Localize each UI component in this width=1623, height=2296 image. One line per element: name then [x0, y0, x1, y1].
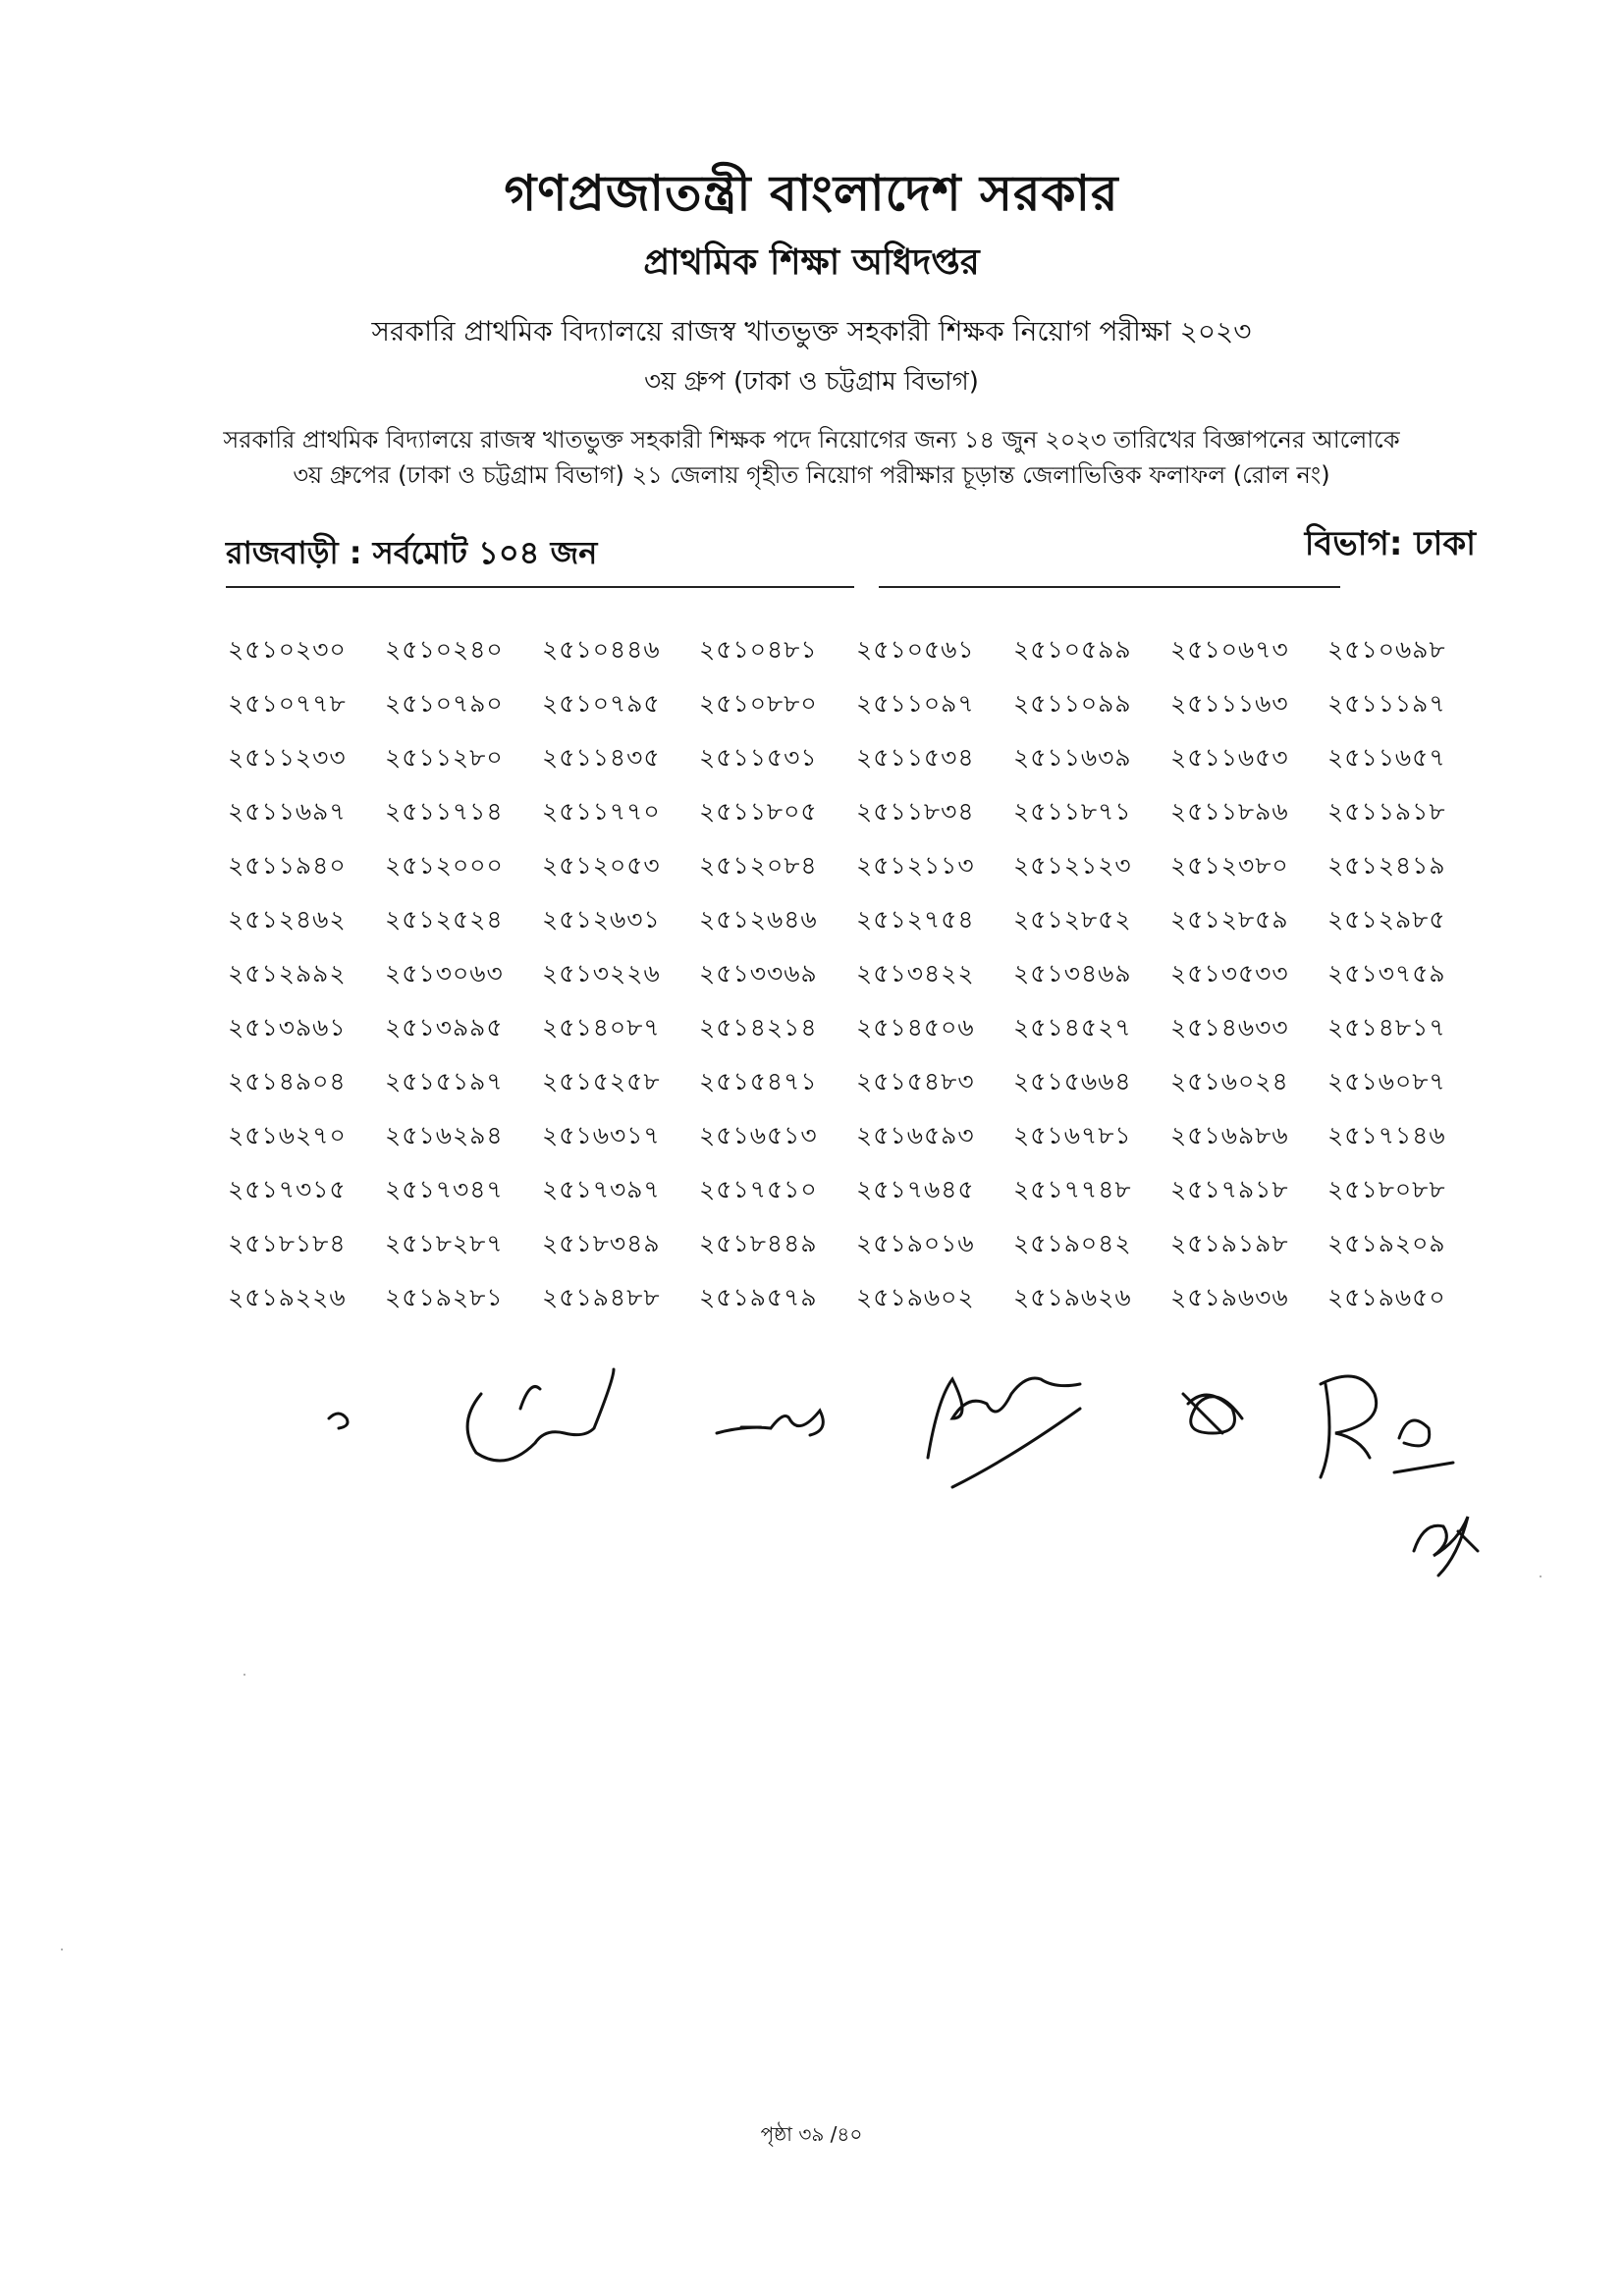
roll-number: ২৫১১২৩৩: [228, 743, 347, 772]
roll-number: ২৫১৮২৮৭: [385, 1229, 504, 1257]
roll-number: ২৫১৭১৪৬: [1327, 1121, 1446, 1149]
roll-number: ২৫১৯২৮১: [385, 1283, 504, 1311]
roll-number: ২৫১০৬৭৩: [1170, 635, 1289, 664]
roll-number: ২৫১৩৪২২: [856, 959, 975, 988]
roll-number: ২৫১৯৬২৬: [1013, 1283, 1132, 1311]
roll-number: ২৫১৪৬৩৩: [1170, 1013, 1289, 1041]
roll-number: ২৫১০৭৯৫: [542, 689, 661, 718]
roll-number: ২৫১৪০৮৭: [542, 1013, 661, 1041]
roll-number: ২৫১৯০৪২: [1013, 1229, 1132, 1257]
roll-row: [228, 1110, 1504, 1164]
roll-number: ২৫১১৬৩৯: [1013, 743, 1132, 772]
roll-number: ২৫১০২৩০: [228, 635, 347, 664]
roll-number: ২৫১০৬৯৮: [1327, 635, 1446, 664]
roll-number: ২৫১১৮৩৪: [856, 797, 975, 826]
roll-number: ২৫১৯২২৬: [228, 1283, 347, 1311]
roll-number: ২৫১২৩৮০: [1170, 851, 1289, 880]
roll-number: ২৫১৯২০৯: [1327, 1229, 1446, 1257]
divider-line-left: [226, 586, 854, 588]
roll-number: ২৫১২০০০: [385, 851, 504, 880]
roll-number: ২৫১৮৪৪৯: [699, 1229, 818, 1257]
roll-number: ২৫১১৭১৪: [385, 797, 504, 826]
roll-number: ২৫১১৮৭১: [1013, 797, 1132, 826]
roll-number: ২৫১৪৮১৭: [1327, 1013, 1446, 1041]
signature-6: [1321, 1376, 1453, 1477]
roll-number: ২৫১২৪১৯: [1327, 851, 1446, 880]
roll-number: ২৫১৫৬৬৪: [1013, 1067, 1132, 1095]
roll-number: ২৫১৬৭৮১: [1013, 1121, 1132, 1149]
roll-number: ২৫১৯৬০২: [856, 1283, 975, 1311]
roll-number: ২৫১১৫৩৪: [856, 743, 975, 772]
result-description: [0, 422, 1623, 493]
roll-number: ২৫১০৭৯০: [385, 689, 504, 718]
roll-number: ২৫১৬৩১৭: [542, 1121, 661, 1149]
scan-speck: [1540, 1575, 1542, 1577]
roll-number: ২৫১৭৯১৮: [1170, 1175, 1289, 1203]
roll-number: ২৫১০৪৮১: [699, 635, 818, 664]
description-line-1: সরকারি প্রাথমিক বিদ্যালয়ে রাজস্ব খাতভুক্ত সহকারী শিক্ষক পদে নিয়োগের জন্য ১৪ জুন ২০২৩ তারিখের বিজ্ঞাপনের আলোকে: [223, 426, 1400, 454]
roll-number: ২৫১২১১৩: [856, 851, 975, 880]
divider-line-right: [879, 586, 1340, 588]
roll-row: [228, 840, 1504, 894]
roll-number: ২৫১১৬৯৭: [228, 797, 347, 826]
roll-number: ২৫১২০৮৪: [699, 851, 818, 880]
roll-number: ২৫১৩২২৬: [542, 959, 661, 988]
roll-number: ২৫১২৬৪৬: [699, 905, 818, 934]
roll-number: ২৫১৭৭৪৮: [1013, 1175, 1132, 1203]
roll-number: ২৫১৮১৮৪: [228, 1229, 347, 1257]
roll-number: ২৫১৪৯০৪: [228, 1067, 347, 1095]
roll-number: ২৫১৯৫৭৯: [699, 1283, 818, 1311]
roll-number: ২৫১৯৪৮৮: [542, 1283, 661, 1311]
roll-number: ২৫১১৬৫৭: [1327, 743, 1446, 772]
roll-number: ২৫১০৫৬১: [856, 635, 975, 664]
roll-number: ২৫১৩৪৬৯: [1013, 959, 1132, 988]
roll-number: ২৫১৩৫৩৩: [1170, 959, 1289, 988]
roll-number: ২৫১১৯৪০: [228, 851, 347, 880]
roll-number: ২৫১৭৩৪৭: [385, 1175, 504, 1203]
signature-3: [717, 1411, 823, 1435]
roll-number: ২৫১৭৬৪৫: [856, 1175, 975, 1203]
district-total: রাজবাড়ী : সর্বমোট ১০৪ জন: [226, 534, 598, 571]
roll-number: ২৫১১০৯৯: [1013, 689, 1132, 718]
roll-number: ২৫১৩৯৯৫: [385, 1013, 504, 1041]
roll-number: ২৫১২১২৩: [1013, 851, 1132, 880]
roll-number: ২৫১৯০১৬: [856, 1229, 975, 1257]
roll-number: ২৫১২৯৮৫: [1327, 905, 1446, 934]
roll-row: [228, 1272, 1504, 1326]
roll-number: ২৫১৬২৭০: [228, 1121, 347, 1149]
roll-number: ২৫১৩৭৫৯: [1327, 959, 1446, 988]
roll-number: ২৫১০৪৪৬: [542, 635, 661, 664]
roll-number: ২৫১৮০৮৮: [1327, 1175, 1446, 1203]
signature-4: [928, 1378, 1080, 1487]
roll-number: ২৫১৮৩৪৯: [542, 1229, 661, 1257]
roll-number: ২৫১৭৩১৫: [228, 1175, 347, 1203]
roll-number: ২৫১২৮৫২: [1013, 905, 1132, 934]
signature-7: [1414, 1517, 1478, 1575]
roll-number-grid: [228, 624, 1504, 1326]
roll-number: ২৫১৪৫০৬: [856, 1013, 975, 1041]
roll-number: ২৫১০৭৭৮: [228, 689, 347, 718]
roll-number: ২৫১৪২১৪: [699, 1013, 818, 1041]
roll-number: ২৫১১৮০৫: [699, 797, 818, 826]
roll-number: ২৫১১৯১৮: [1327, 797, 1446, 826]
roll-number: ২৫১৬২৯৪: [385, 1121, 504, 1149]
roll-number: ২৫১১২৮০: [385, 743, 504, 772]
government-title: গণপ্রজাতন্ত্রী বাংলাদেশ সরকার: [504, 165, 1119, 222]
roll-number: ২৫১৬৫৯৩: [856, 1121, 975, 1149]
roll-number: ২৫১৩৯৬১: [228, 1013, 347, 1041]
description-line-2: ৩য় গ্রুপের (ঢাকা ও চট্টগ্রাম বিভাগ) ২১ জেলায় গৃহীত নিয়োগ পরীক্ষার চূড়ান্ত জেলাভিত্তিক ফলাফল (রোল নং): [293, 461, 1330, 489]
roll-number: ২৫১০৮৮০: [699, 689, 818, 718]
roll-row: [228, 1002, 1504, 1056]
roll-number: ২৫১৫৪৭১: [699, 1067, 818, 1095]
roll-number: ২৫১৬০৮৭: [1327, 1067, 1446, 1095]
directorate-title: প্রাথমিক শিক্ষা অধিদপ্তর: [643, 242, 980, 283]
roll-number: ২৫১২৫২৪: [385, 905, 504, 934]
roll-number: ২৫১০৫৯৯: [1013, 635, 1132, 664]
roll-number: ২৫১২৬৩১: [542, 905, 661, 934]
roll-number: ২৫১৫৪৮৩: [856, 1067, 975, 1095]
roll-row: [228, 732, 1504, 786]
page-number: পৃষ্ঠা ৩৯ /৪০: [760, 2122, 863, 2146]
group-title: ৩য় গ্রুপ (ঢাকা ও চট্টগ্রাম বিভাগ): [644, 367, 979, 397]
roll-number: ২৫১৩৩৬৯: [699, 959, 818, 988]
roll-row: [228, 1218, 1504, 1272]
roll-number: ২৫১১১৯৭: [1327, 689, 1446, 718]
scan-speck: [243, 1674, 245, 1676]
roll-number: ২৫১৬৫১৩: [699, 1121, 818, 1149]
roll-row: [228, 786, 1504, 840]
roll-row: [228, 948, 1504, 1002]
roll-number: ২৫১১৮৯৬: [1170, 797, 1289, 826]
roll-number: ২৫১২৭৫৪: [856, 905, 975, 934]
signature-area: [0, 1345, 1623, 1639]
roll-number: ২৫১০২৪০: [385, 635, 504, 664]
roll-number: ২৫১২৪৬২: [228, 905, 347, 934]
roll-number: ২৫১১৫৩১: [699, 743, 818, 772]
roll-number: ২৫১১৪৩৫: [542, 743, 661, 772]
roll-number: ২৫১৯৬৫০: [1327, 1283, 1446, 1311]
signature-5: [1183, 1394, 1242, 1433]
roll-row: [228, 678, 1504, 732]
signature-1: [329, 1414, 348, 1428]
roll-row: [228, 1164, 1504, 1218]
roll-number: ২৫১৬০২৪: [1170, 1067, 1289, 1095]
roll-number: ২৫১২৮৫৯: [1170, 905, 1289, 934]
roll-number: ২৫১৫১৯৭: [385, 1067, 504, 1095]
roll-number: ২৫১২৯৯২: [228, 959, 347, 988]
roll-number: ২৫১৬৯৮৬: [1170, 1121, 1289, 1149]
signature-2: [467, 1369, 614, 1461]
roll-number: ২৫১৫২৫৮: [542, 1067, 661, 1095]
signatures-image: [0, 1345, 1623, 1639]
roll-number: ২৫১৯৬৩৬: [1170, 1283, 1289, 1311]
exam-title: সরকারি প্রাথমিক বিদ্যালয়ে রাজস্ব খাতভুক্ত সহকারী শিক্ষক নিয়োগ পরীক্ষা ২০২৩: [371, 315, 1252, 347]
roll-number: ২৫১৩০৬৩: [385, 959, 504, 988]
roll-number: ২৫১১৬৫৩: [1170, 743, 1289, 772]
roll-number: ২৫১৪৫২৭: [1013, 1013, 1132, 1041]
roll-number: ২৫১১৭৭০: [542, 797, 661, 826]
roll-row: [228, 1056, 1504, 1110]
roll-number: ২৫১১০৯৭: [856, 689, 975, 718]
roll-number: ২৫১৭৫১০: [699, 1175, 818, 1203]
roll-number: ২৫১২০৫৩: [542, 851, 661, 880]
roll-number: ২৫১৭৩৯৭: [542, 1175, 661, 1203]
roll-row: [228, 894, 1504, 948]
division-label: বিভাগ: ঢাকা: [1304, 524, 1476, 563]
roll-number: ২৫১১১৬৩: [1170, 689, 1289, 718]
scan-speck: [61, 1949, 63, 1950]
roll-row: [228, 624, 1504, 678]
roll-number: ২৫১৯১৯৮: [1170, 1229, 1289, 1257]
